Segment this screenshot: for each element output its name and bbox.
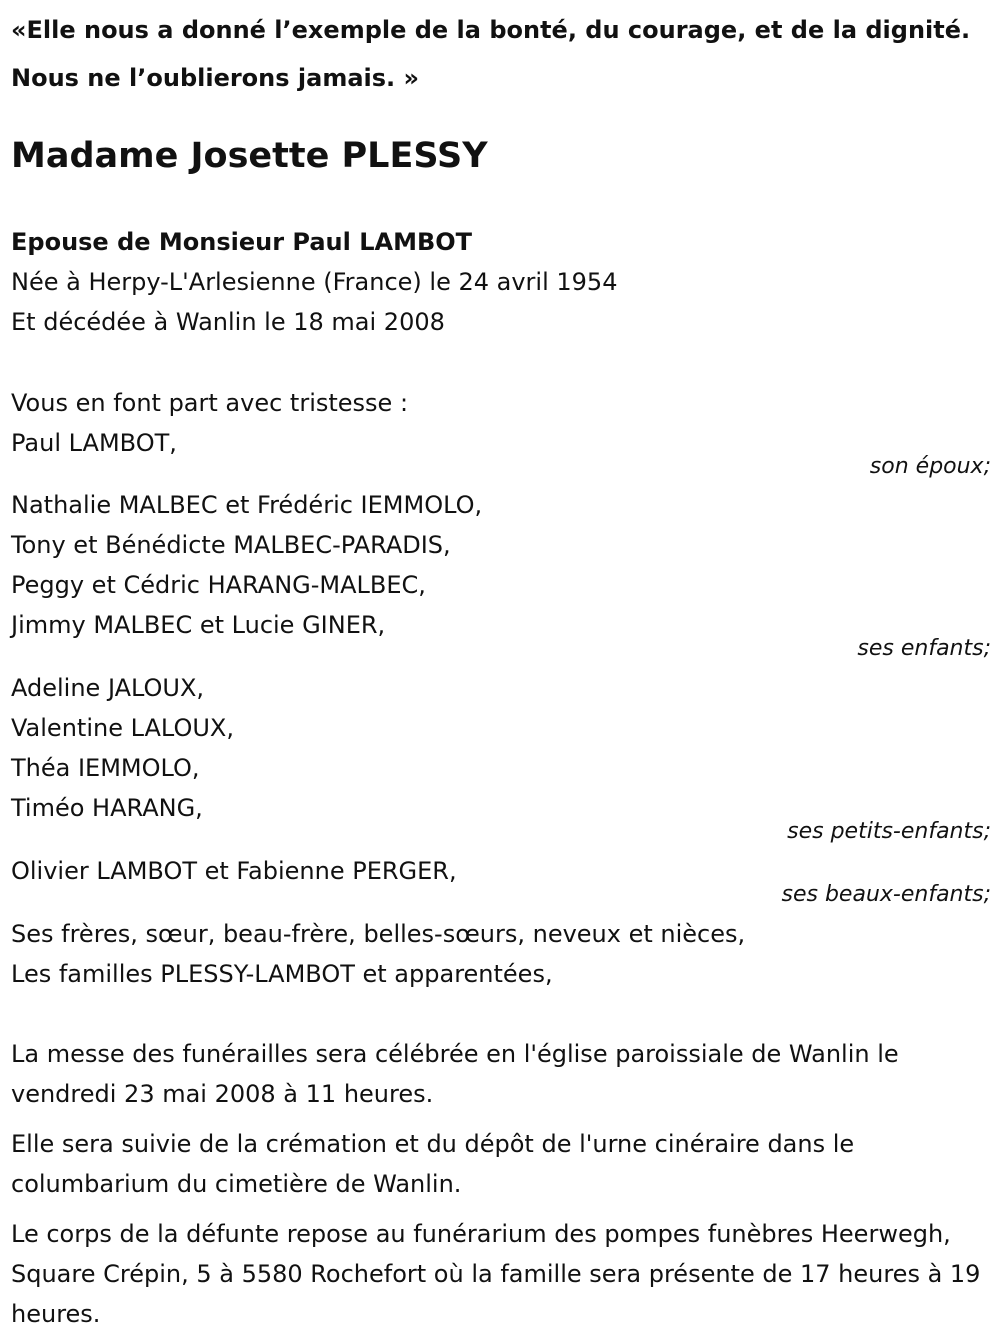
family-member: Paul LAMBOT, (11, 429, 177, 457)
relation-label: ses enfants; (857, 636, 991, 661)
deceased-name: Madame Josette PLESSY (11, 136, 488, 176)
extended-family-line: Ses frères, sœur, beau-frère, belles-sœurs, neveux et nièces, (11, 920, 746, 948)
family-member: Adeline JALOUX, (11, 674, 205, 702)
family-member: Valentine LALOUX, (11, 714, 234, 742)
funeral-mass-paragraph: La messe des funérailles sera célébrée en l'église paroissiale de Wanlin le vendredi 23 mai 2008 à 11 heures. (11, 1040, 899, 1108)
relation-label: ses beaux-enfants; (781, 882, 991, 907)
extended-family-line: Les familles PLESSY-LAMBOT et apparentées, (11, 960, 553, 988)
family-member: Timéo HARANG, (11, 794, 203, 822)
announcement-intro: Vous en font part avec tristesse : (11, 389, 409, 417)
family-member: Jimmy MALBEC et Lucie GINER, (11, 611, 386, 639)
relation-label: ses petits-enfants; (787, 819, 991, 844)
relation-label: son époux; (869, 454, 991, 479)
birth-line: Née à Herpy-L'Arlesienne (France) le 24 avril 1954 (11, 268, 618, 296)
spouse-line: Epouse de Monsieur Paul LAMBOT (11, 228, 473, 256)
cremation-paragraph: Elle sera suivie de la crémation et du dépôt de l'urne cinéraire dans le columbarium du cimetière de Wanlin. (11, 1130, 855, 1198)
family-member: Peggy et Cédric HARANG-MALBEC, (11, 571, 426, 599)
memorial-quote: «Elle nous a donné l’exemple de la bonté, du courage, et de la dignité. Nous ne l’oublierons jamais. » (11, 16, 971, 92)
family-member: Nathalie MALBEC et Frédéric IEMMOLO, (11, 491, 483, 519)
visitation-paragraph: Le corps de la défunte repose au funérarium des pompes funèbres Heerwegh, Square Crépin, 5 à 5580 Rochefort où la famille sera présente de 17 heures à 19 heures. (11, 1220, 981, 1328)
family-member: Olivier LAMBOT et Fabienne PERGER, (11, 857, 457, 885)
family-member: Tony et Bénédicte MALBEC-PARADIS, (11, 531, 451, 559)
family-member: Théa IEMMOLO, (11, 754, 200, 782)
death-line: Et décédée à Wanlin le 18 mai 2008 (11, 308, 445, 336)
